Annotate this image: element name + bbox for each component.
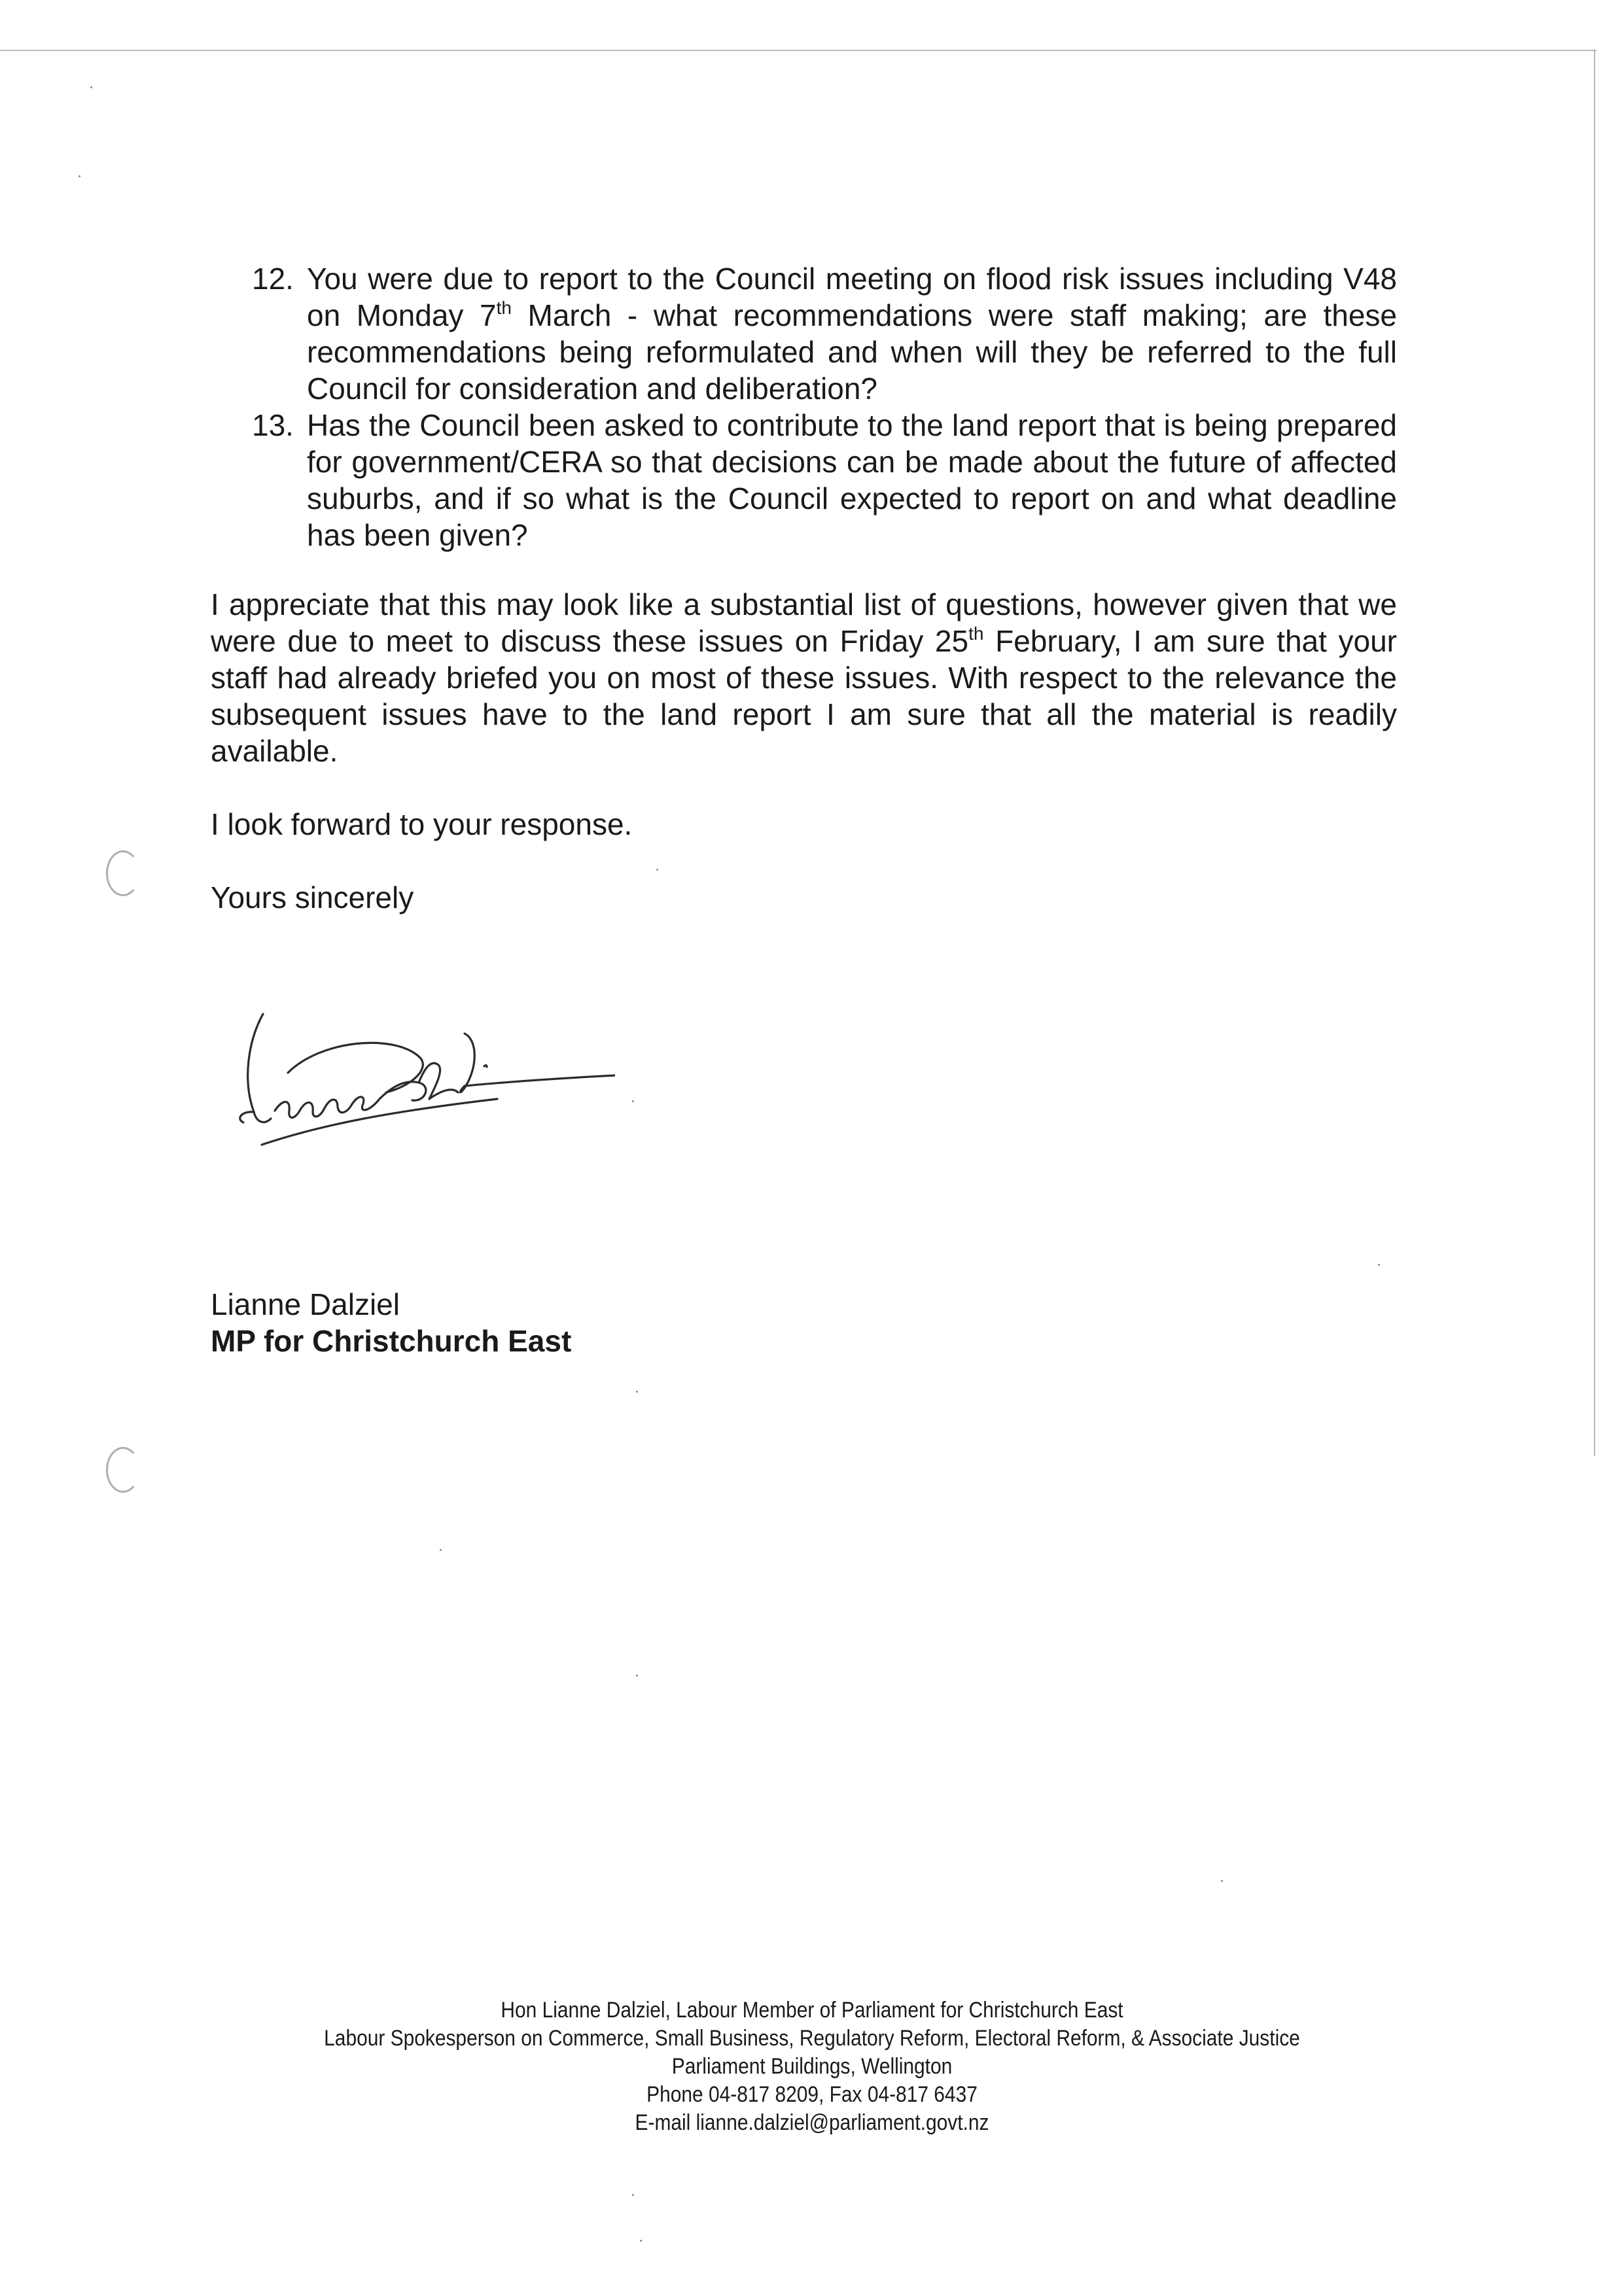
list-item-text: March - what recommendations were staff making; are these recommendations being reformulated and when will they be referred to the full Council for consideration and deliberation? (307, 298, 1397, 406)
scan-speck (1221, 1880, 1223, 1882)
list-item (252, 260, 1397, 407)
signer-name: Lianne Dalziel (211, 1287, 400, 1321)
footer-email: E-mail lianne.dalziel@parliament.govt.nz (635, 2110, 989, 2135)
footer-line: Phone 04-817 8209, Fax 04-817 6437 (646, 2082, 978, 2107)
footer-line: Hon Lianne Dalziel, Labour Member of Parliament for Christchurch East (501, 1998, 1123, 2023)
scan-top-edge (0, 50, 1597, 51)
list-item-number: 13. (252, 408, 294, 442)
signer-title: MP for Christchurch East (211, 1324, 572, 1358)
scan-speck (79, 175, 80, 177)
question-list (252, 260, 1397, 553)
footer-line: Labour Spokesperson on Commerce, Small Business, Regulatory Reform, Electoral Reform, & Associate Justice (324, 2026, 1300, 2051)
list-item-text: Has the Council been asked to contribute to the land report that is being prepared for government/CERA so that decisions can be made about the future of affected suburbs, and if so what is the Council expected to report on and what deadline has been given? (307, 408, 1397, 552)
closing-paragraph: I look forward to your response. (211, 807, 633, 841)
scan-speck (1378, 1264, 1380, 1266)
list-item (252, 407, 1397, 553)
handwritten-signature (222, 994, 615, 1164)
scan-speck (640, 2240, 642, 2242)
scan-speck (636, 1391, 638, 1393)
scan-right-edge (1594, 50, 1595, 1456)
scan-speck (632, 1100, 634, 1102)
ordinal-suffix: th (968, 623, 984, 644)
scan-speck (90, 86, 92, 88)
list-item-text: You were due to report to the Council meeting on flood risk issues including V48 on Monday 7 (307, 262, 1397, 332)
paragraph-text: I appreciate that this may look like a substantial list of questions, however given that we were due to meet to discuss these issues on Friday 25 (211, 587, 1397, 658)
paragraph-text: February, I am sure that your staff had already briefed you on most of these issues. With respect to the relevance the subsequent issues have to the land report I am sure that all the material is readily available. (211, 624, 1397, 768)
scan-speck (636, 1675, 638, 1677)
footer-line: Parliament Buildings, Wellington (671, 2054, 953, 2079)
list-item-number: 12. (252, 262, 294, 296)
body-paragraph (211, 586, 1397, 769)
valediction: Yours sincerely (211, 880, 414, 914)
punch-hole-mark (106, 1447, 140, 1493)
scan-speck (440, 1549, 442, 1551)
scan-speck (632, 2194, 634, 2196)
ordinal-suffix: th (496, 298, 512, 318)
letter-footer (97, 1996, 1527, 2137)
scan-speck (656, 869, 658, 871)
punch-hole-mark (106, 850, 140, 896)
